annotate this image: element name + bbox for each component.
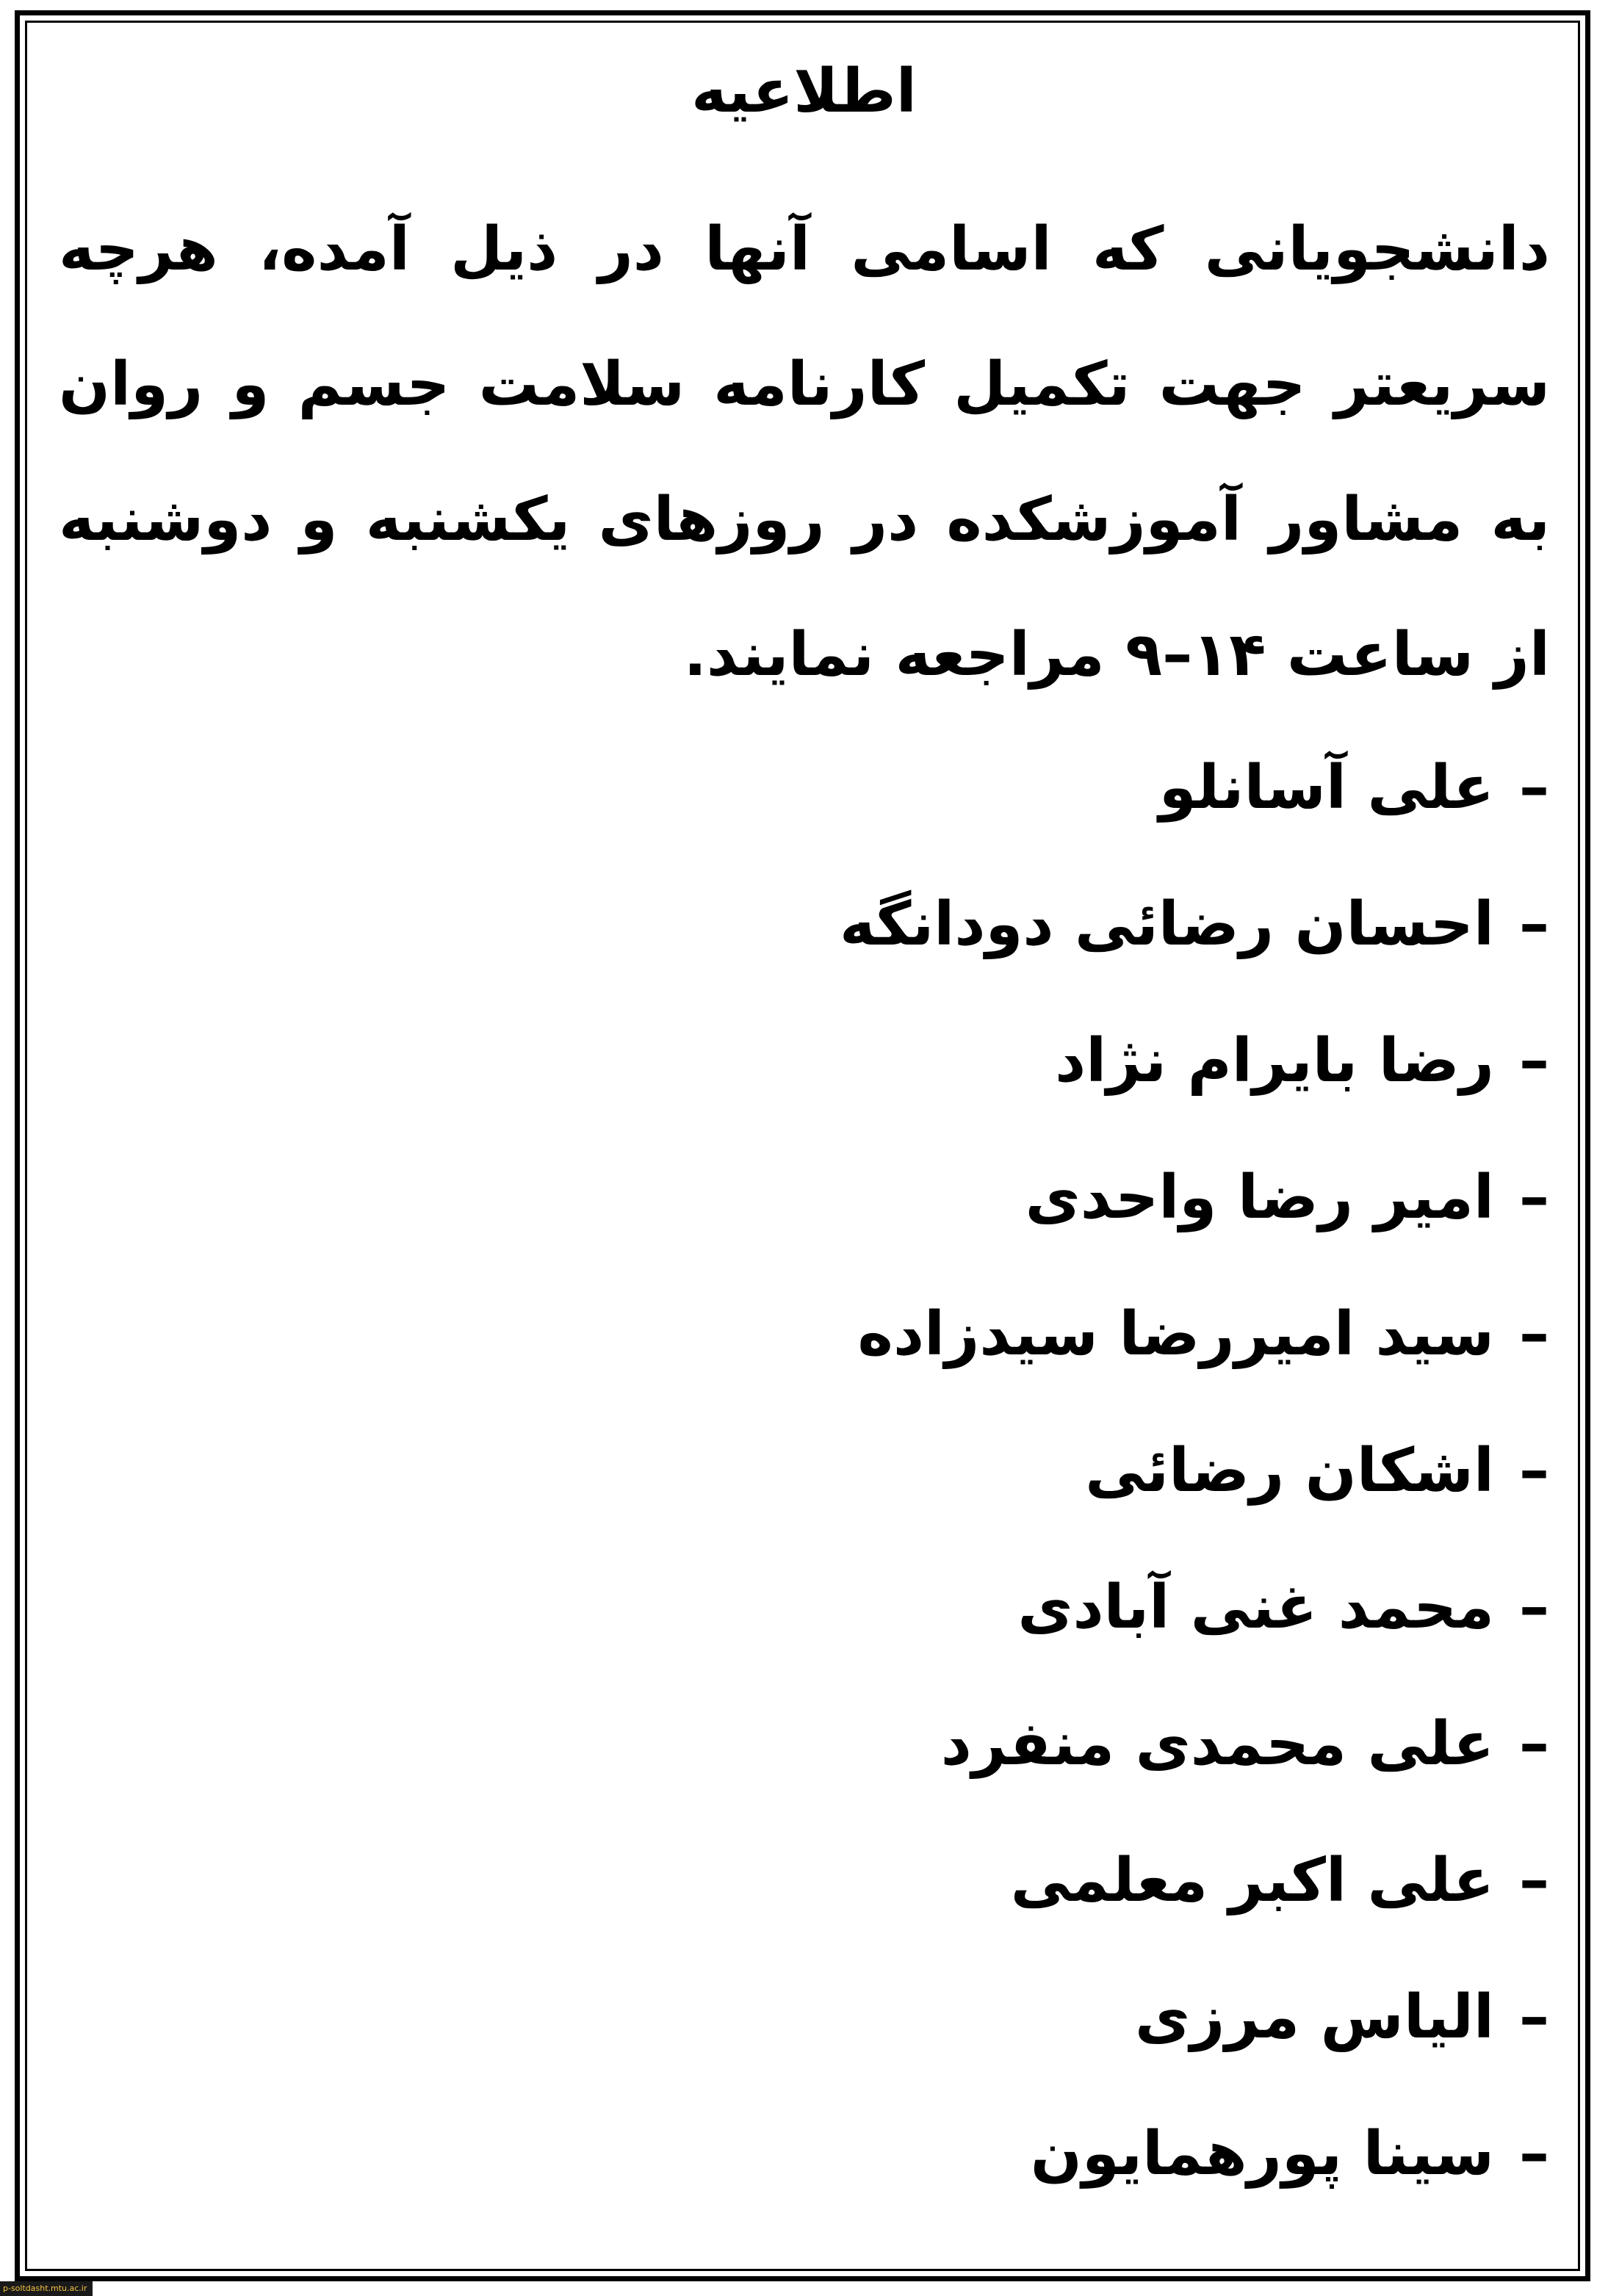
student-name: محمد غنی آبادی <box>1017 1573 1494 1642</box>
footer-watermark: p-soltdasht.mtu.ac.ir <box>0 2281 93 2296</box>
dash-marker: – <box>1519 753 1549 823</box>
dash-marker: – <box>1519 2119 1549 2189</box>
list-item <box>58 1130 1549 1266</box>
student-name: احسان رضائی دودانگه <box>840 889 1494 959</box>
dash-marker: – <box>1519 1573 1549 1642</box>
list-item <box>58 2086 1549 2223</box>
dash-marker: – <box>1519 1846 1549 1916</box>
list-item <box>58 1813 1549 1949</box>
list-item <box>58 1949 1549 2086</box>
student-name: امیر رضا واحدی <box>1025 1163 1494 1232</box>
dash-marker: – <box>1519 1982 1549 2052</box>
student-name: الیاس مرزی <box>1135 1982 1494 2052</box>
notice-title: اطلاعیه <box>640 44 968 140</box>
dash-marker: – <box>1519 1436 1549 1506</box>
list-item <box>58 720 1549 856</box>
list-item <box>58 1539 1549 1676</box>
dash-marker: – <box>1519 1299 1549 1369</box>
list-item <box>58 993 1549 1130</box>
title-container <box>0 44 1608 140</box>
list-item <box>58 1403 1549 1539</box>
student-name: سینا پورهمایون <box>1030 2119 1494 2189</box>
dash-marker: – <box>1519 1709 1549 1779</box>
list-item <box>58 1266 1549 1403</box>
dash-marker: – <box>1519 1163 1549 1232</box>
student-name: سید امیررضا سیدزاده <box>857 1299 1494 1369</box>
student-name: علی آسانلو <box>1158 753 1494 823</box>
notice-body: دانشجویانی که اسامی آنها در ذیل آمده، هرچه سریعتر جهت تکمیل کارنامه سلامت جسم و روان به مشاور آموزشکده در روزهای یکشنبه و دوشنبه از ساعت ۱۴–۹ مراجعه نمایند. <box>59 214 1550 690</box>
dash-marker: – <box>1519 1026 1549 1096</box>
student-name: اشکان رضائی <box>1085 1436 1494 1506</box>
dash-marker: – <box>1519 889 1549 959</box>
student-name-list <box>58 720 1549 2223</box>
student-name: علی اکبر معلمی <box>1010 1846 1494 1916</box>
student-name: رضا بایرام نژاد <box>1055 1026 1494 1096</box>
list-item <box>58 1676 1549 1813</box>
student-name: علی محمدی منفرد <box>940 1709 1494 1779</box>
list-item <box>58 856 1549 993</box>
